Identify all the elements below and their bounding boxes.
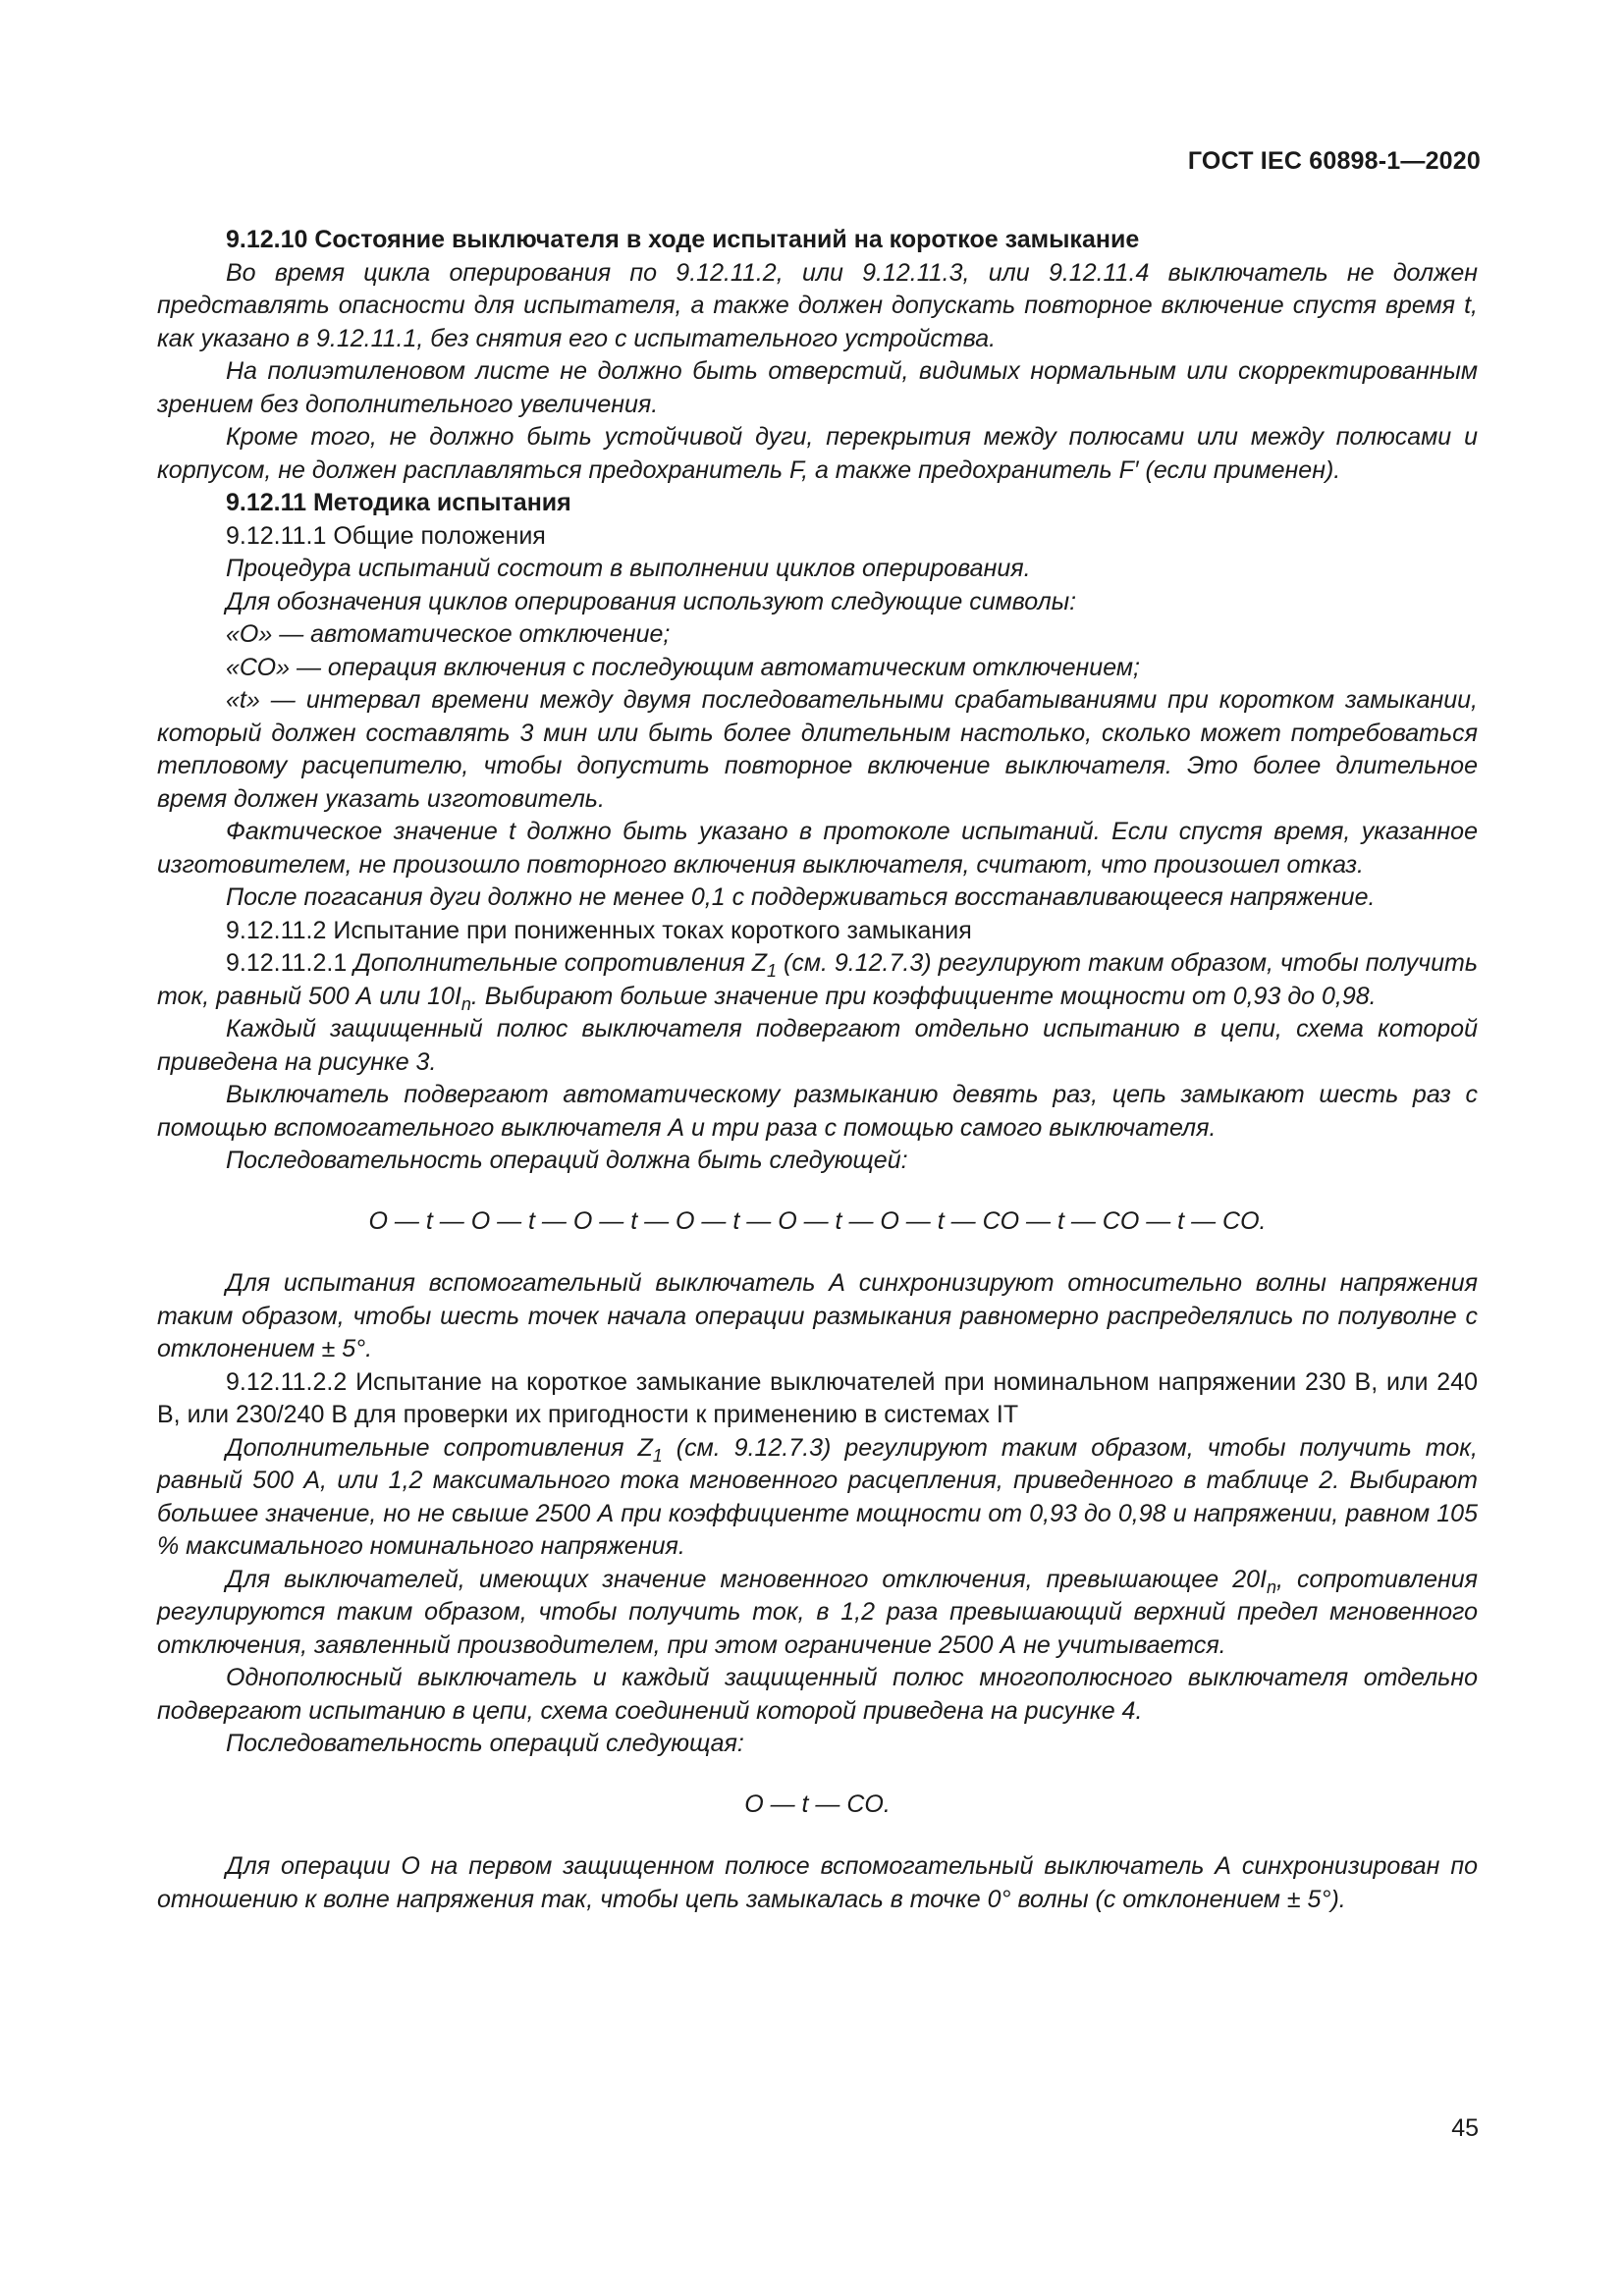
document-header: ГОСТ IEC 60898-1—2020 [1187,147,1481,175]
subscript: 1 [767,961,778,981]
paragraph: Для испытания вспомогательный выключатель А синхронизируют относительно волны напряжения таким образом, чтобы шесть точек начала операции размыкания равномерно распределялись по полуволне с отклонением ± 5°. [157,1269,1478,1362]
paragraph: Для операции О на первом защищенном полюсе вспомогательный выключатель А синхронизирован по отношению к волне напряжения так, чтобы цепь замыкалась в точке 0° волны (с отклонением ± 5°). [157,1852,1478,1913]
paragraph-9-12-11-2-2: 9.12.11.2.2 Испытание на короткое замыкание выключателей при номинальном напряжении 230 В, или 240 В, или 230/240 В для проверки их пригодности к применению в системах IT [157,1367,1478,1428]
paragraph: Каждый защищенный полюс выключателя подвергают отдельно испытанию в цепи, схема которой приведена на рисунке 3. [157,1015,1478,1076]
operation-sequence-formula: O — t — O — t — O — t — O — t — O — t — O — t — CO — t — CO — t — CO. [368,1206,1267,1235]
paragraph: На полиэтиленовом листе не должно быть отверстий, видимых нормальным или скорректированным зрением без дополнительного увеличения. [157,357,1478,418]
subscript: n [1267,1576,1277,1597]
paragraph [157,1432,1478,1564]
paragraph: Во время цикла оперирования по 9.12.11.2, или 9.12.11.3, или 9.12.11.4 выключатель не должен представлять опасности для испытателя, а также должен допускать повторное включение спустя время t, как указано в 9.12.11.1, без снятия его с испытательного устройства. [157,258,1478,352]
paragraph-text: Дополнительные сопротивления Z [226,1433,653,1462]
paragraph-text: (см. 9.12.7.3) регулируют таким образом, чтобы получить ток, равный 500 А, или 1,2 максимального тока мгновенного расцепления, приведенного в таблице 2. Выбирают большее значение, но не свыше 2500 А при коэффициенте мощности от 0,93 до 0,98 и напряжении, равном 105 % максимального номинального напряжения. [157,1433,1478,1560]
clause-number: 9.12.11.2.1 [226,949,348,977]
symbol-definition-co: «СО» — операция включения с последующим автоматическим отключением; [226,653,1140,681]
paragraph-9-12-11-2-1 [157,947,1478,1013]
paragraph-text: . Выбирают больше значение при коэффициенте мощности от 0,93 до 0,98. [470,982,1377,1010]
paragraph-text: Для выключателей, имеющих значение мгновенного отключения, превышающее 20I [226,1565,1268,1593]
paragraph: Фактическое значение t должно быть указано в протоколе испытаний. Если спустя время, указанное изготовителем, не произошло повторного включения выключателя, считают, что произошел отказ. [157,818,1478,879]
subscript: n [460,993,471,1014]
document-body [157,224,1478,1916]
symbol-definition-t: «t» — интервал времени между двумя последовательными срабатываниями при коротком замыкании, который должен составлять 3 мин или быть более длительным настолько, сколько может потребоваться тепловому расцепителю, чтобы допустить повторное включение выключателя. Это более длительное время должен указать изготовитель. [157,686,1478,813]
paragraph: Для обозначения циклов оперирования используют следующие символы: [226,587,1077,615]
subsection-title-9-12-11-1: 9.12.11.1 Общие положения [226,521,546,550]
paragraph: После погасания дуги должно не менее 0,1 с поддерживаться восстанавливающееся напряжение. [226,883,1376,911]
paragraph-text: Дополнительные сопротивления Z [353,949,768,977]
section-title-9-12-11: 9.12.11 Методика испытания [226,489,571,516]
symbol-definition-o: «О» — автоматическое отключение; [226,620,671,648]
paragraph: Кроме того, не должно быть устойчивой дуги, перекрытия между полюсами или между полюсами и корпусом, не должен расплавляться предохранитель F, а также предохранитель F′ (если применен). [157,423,1478,484]
section-title-9-12-10: 9.12.10 Состояние выключателя в ходе испытаний на короткое замыкание [226,226,1140,253]
paragraph: Выключатель подвергают автоматическому размыканию девять раз, цепь замыкают шесть раз с помощью вспомогательного выключателя А и три раза с помощью самого выключателя. [157,1081,1478,1142]
paragraph: Процедура испытаний состоит в выполнении циклов оперирования. [226,555,1031,582]
subscript: 1 [652,1445,663,1466]
page-number: 45 [1451,2114,1479,2142]
paragraph: Однополюсный выключатель и каждый защищенный полюс многополюсного выключателя отдельно подвергают испытанию в цепи, схема соединений которой приведена на рисунке 4. [157,1664,1478,1725]
operation-sequence-formula: O — t — CO. [744,1789,891,1818]
paragraph: Последовательность операций следующая: [226,1730,744,1757]
paragraph-text: (см. 9.12.7.3) регулируют таким образом, чтобы получить ток, равный 500 А или 10I [157,949,1478,1010]
paragraph: Последовательность операций должна быть следующей: [226,1147,908,1174]
paragraph-text: , сопротивления регулируются таким образом, чтобы получить ток, в 1,2 раза превышающий верхний предел мгновенного отключения, заявленный производителем, при этом ограничение 2500 А не учитывается. [157,1565,1478,1659]
subsection-title-9-12-11-2: 9.12.11.2 Испытание при пониженных токах короткого замыкания [226,916,972,944]
paragraph [157,1564,1478,1663]
